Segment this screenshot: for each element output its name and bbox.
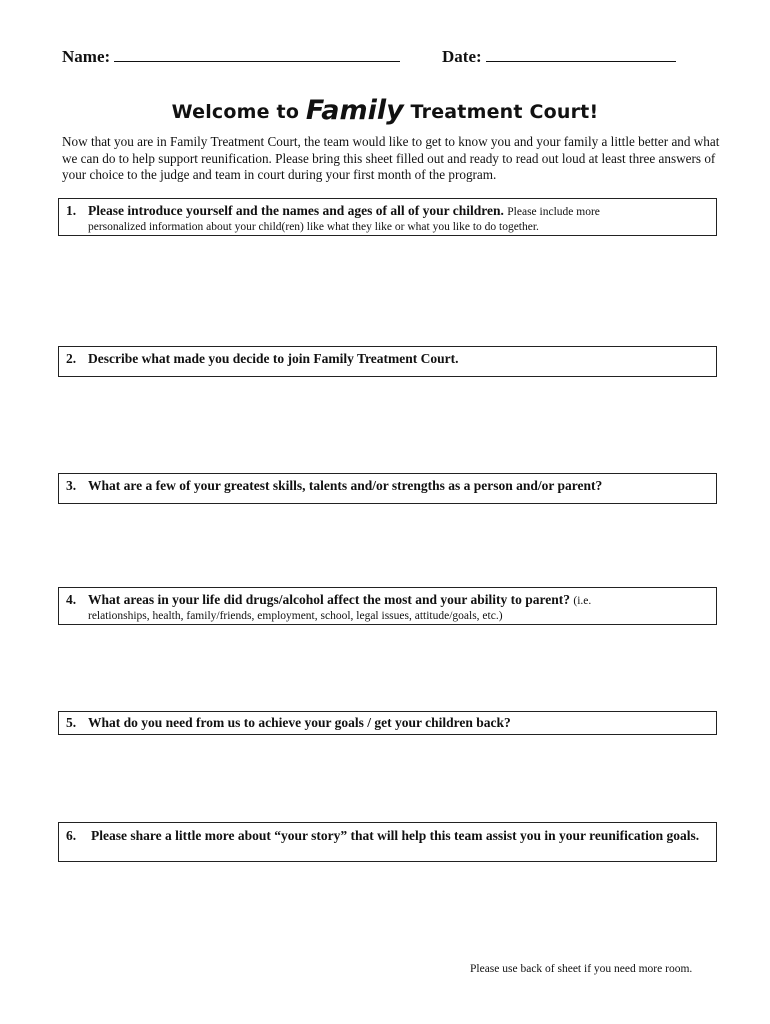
question-box-4: [58, 587, 717, 625]
footer-note: Please use back of sheet if you need more room.: [470, 963, 693, 975]
question-note: Please include more: [507, 206, 600, 218]
answer-area-5[interactable]: [58, 736, 717, 820]
question-subtext: personalized information about your child(ren) like what they like or what you like to do together.: [88, 221, 539, 233]
answer-area-6[interactable]: [58, 863, 717, 955]
question-subtext: relationships, health, family/friends, employment, school, legal issues, attitude/goals, etc.): [88, 610, 503, 622]
question-text: What do you need from us to achieve your goals / get your children back?: [88, 715, 511, 730]
page-title: [0, 94, 770, 125]
name-label: Name:: [62, 47, 111, 66]
question-text: What are a few of your greatest skills, talents and/or strengths as a person and/or parent?: [88, 478, 603, 493]
question-text: Please share a little more about “your story” that will help this team assist you in your reunification goals.: [91, 828, 700, 843]
question-text: Please introduce yourself and the names and ages of all of your children.: [88, 203, 504, 218]
question-text: Describe what made you decide to join Family Treatment Court.: [88, 351, 459, 366]
question-number: 6.: [66, 828, 77, 843]
question-number: 2.: [66, 351, 77, 366]
question-box-6: [58, 822, 717, 862]
question-number: 1.: [66, 203, 77, 218]
name-blank-line[interactable]: [114, 47, 400, 62]
question-number: 3.: [66, 478, 77, 493]
answer-area-2[interactable]: [58, 378, 717, 470]
question-note: (i.e.: [573, 595, 592, 607]
question-number: 5.: [66, 715, 77, 730]
answer-area-3[interactable]: [58, 505, 717, 585]
answer-area-1[interactable]: [58, 237, 717, 342]
question-text: What areas in your life did drugs/alcohol affect the most and your ability to parent?: [88, 592, 571, 607]
name-field[interactable]: [62, 47, 400, 67]
title-emphasis: Family: [305, 95, 404, 126]
date-label: Date:: [442, 47, 482, 66]
date-blank-line[interactable]: [486, 47, 676, 62]
question-box-3: [58, 473, 717, 504]
question-box-2: [58, 346, 717, 377]
question-box-1: [58, 198, 717, 236]
intro-paragraph: Now that you are in Family Treatment Court, the team would like to get to know you and your family a little better and what we can do to help support reunification. Please bring this sheet filled out and ready to read out loud at least three answers of your choice to the judge and team in court during your first month of the program.: [62, 134, 720, 182]
answer-area-4[interactable]: [58, 626, 717, 708]
question-box-5: [58, 711, 717, 735]
title-prefix: Welcome to: [171, 101, 300, 123]
title-suffix: Treatment Court!: [410, 101, 599, 123]
date-field[interactable]: [442, 47, 676, 67]
question-number: 4.: [66, 592, 77, 607]
